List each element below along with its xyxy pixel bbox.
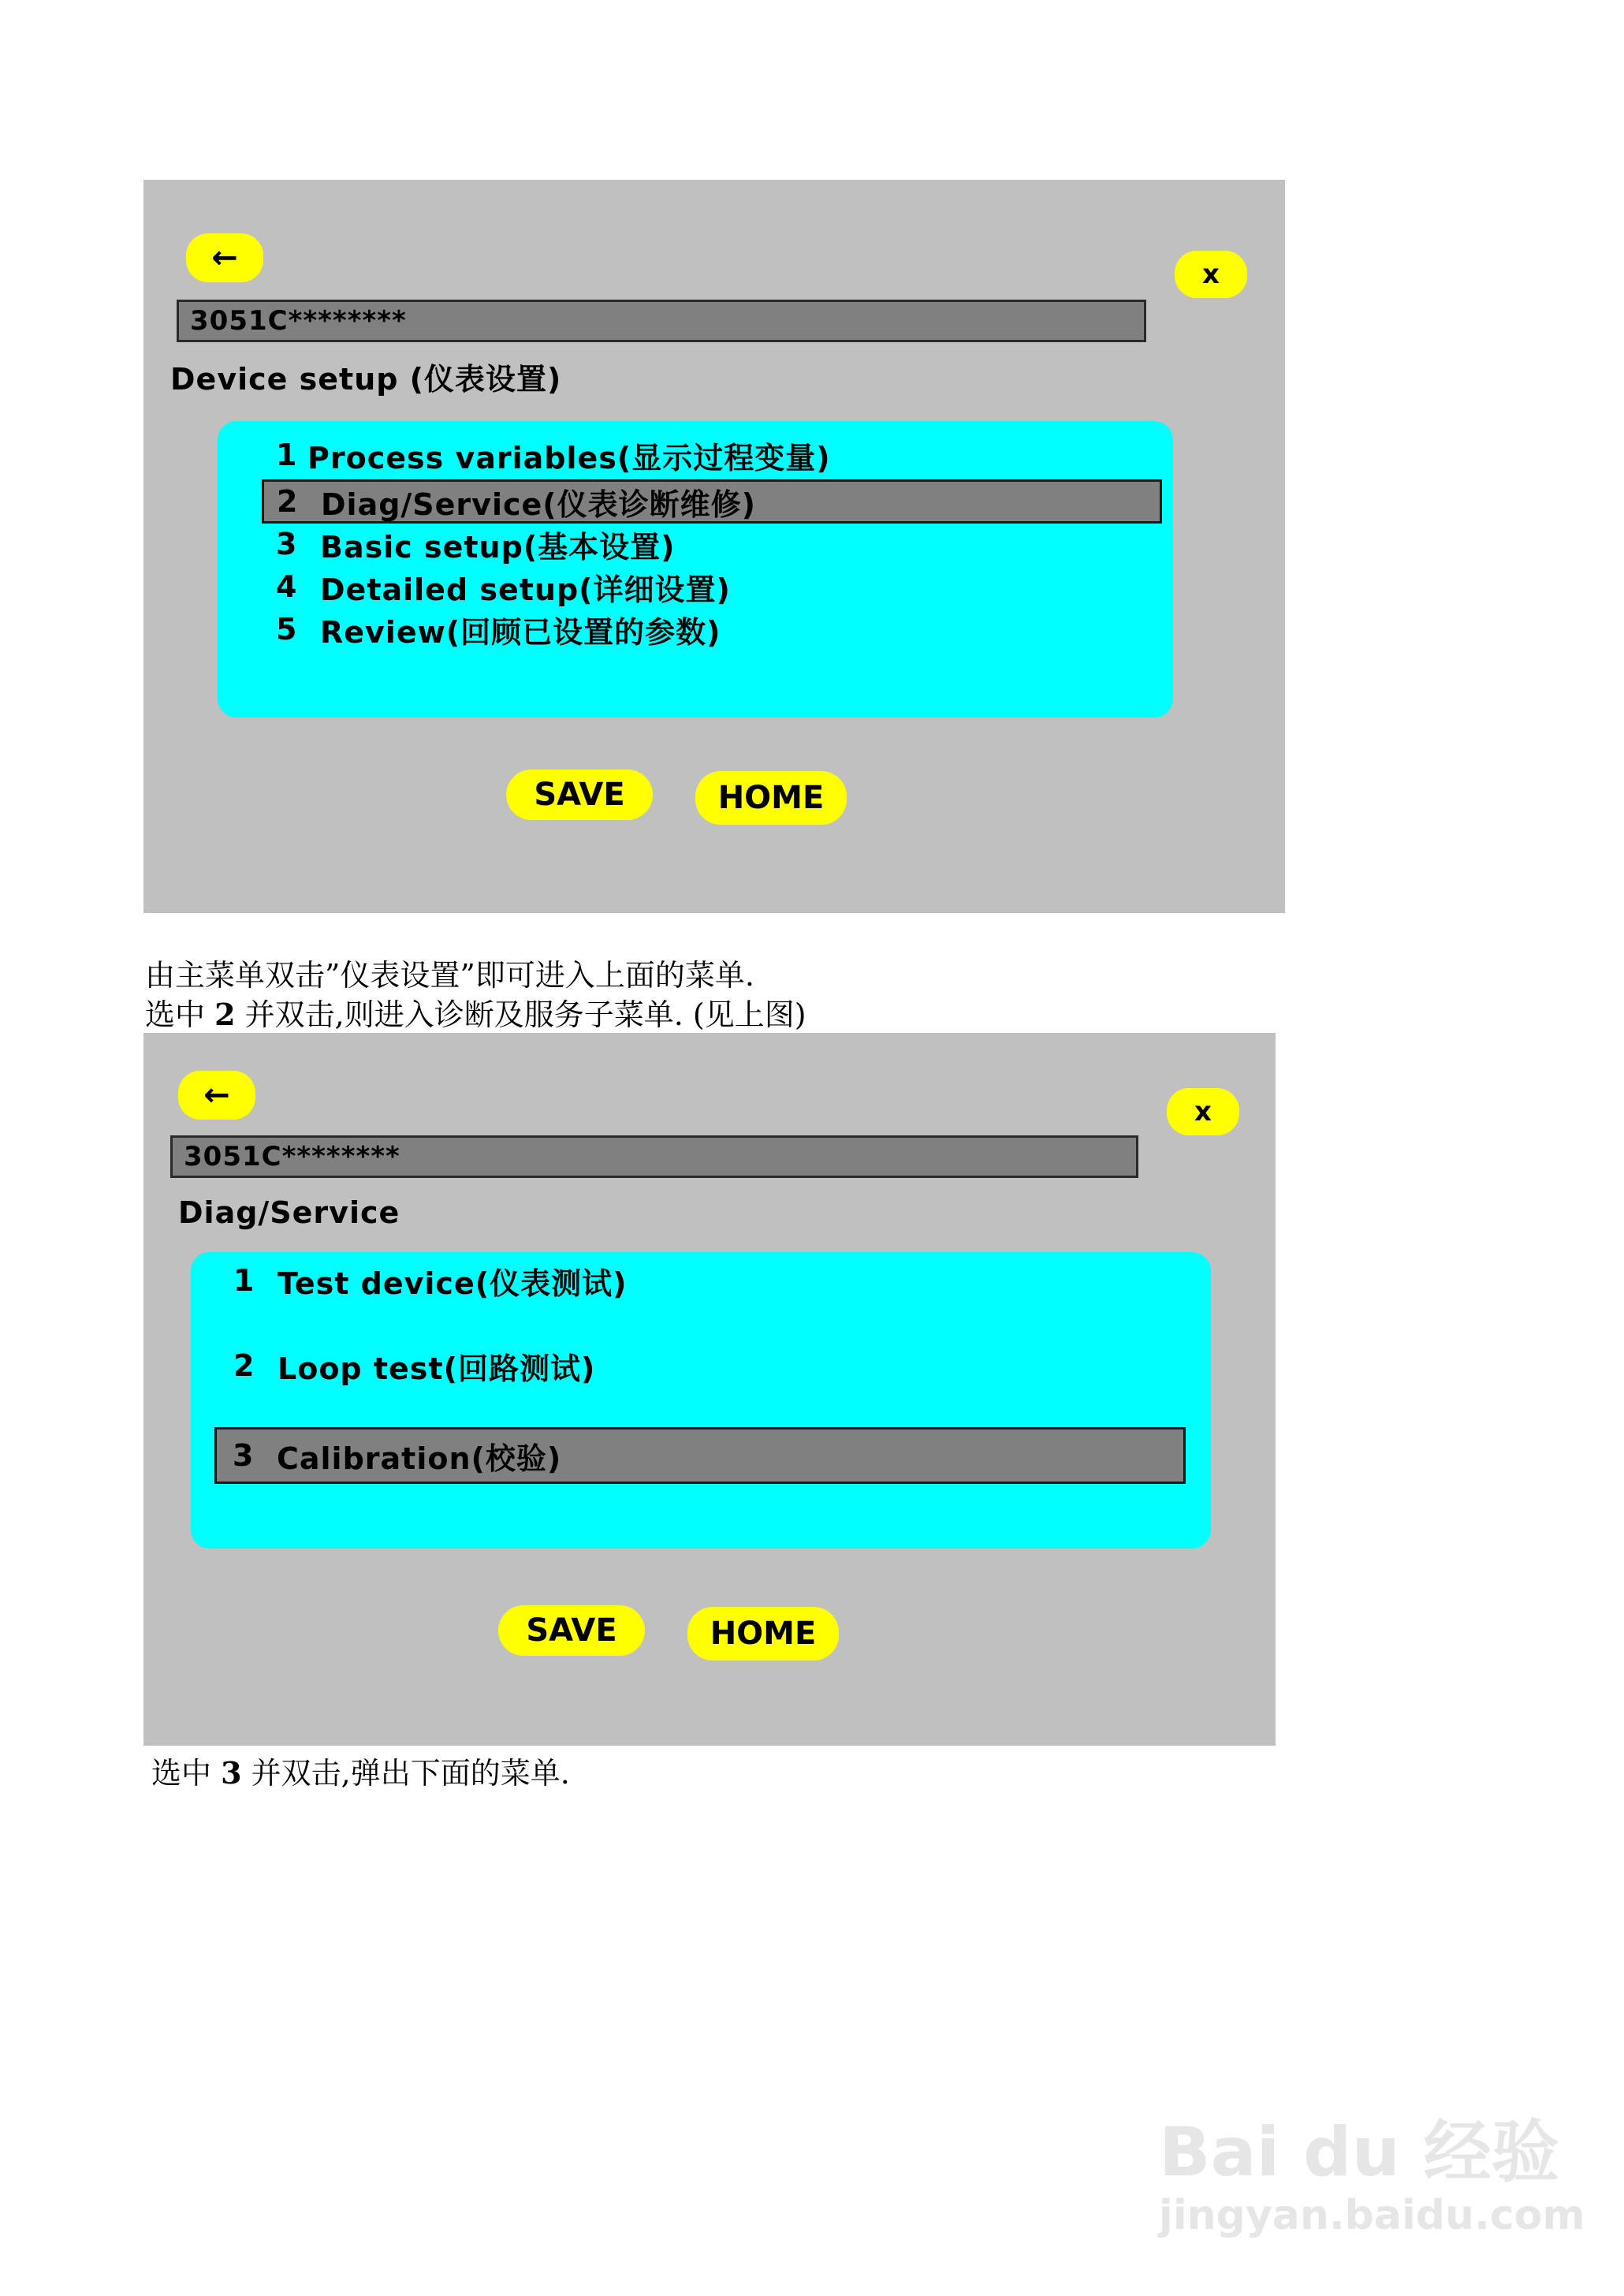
- menu-item-number: 2: [233, 1348, 255, 1383]
- menu-item-number: 3: [276, 527, 298, 561]
- device-setup-screen: [143, 180, 1285, 913]
- baidu-watermark-logo: Bai du 经验: [1159, 2113, 1559, 2192]
- page-title: Device setup (仪表设置): [170, 362, 562, 397]
- menu-item-number: 3: [233, 1438, 255, 1473]
- caption-text: 并双击,弹出下面的菜单.: [251, 1756, 570, 1791]
- menu-panel: [218, 421, 1173, 718]
- back-button[interactable]: [178, 1071, 255, 1120]
- diag-service-screen: [143, 1033, 1276, 1746]
- menu-item-process-variables[interactable]: [276, 435, 831, 475]
- menu-item-calibration[interactable]: [214, 1427, 1186, 1484]
- back-button[interactable]: [186, 233, 263, 282]
- menu-item-number: 4: [276, 569, 298, 604]
- save-button-label: SAVE: [526, 1612, 617, 1649]
- menu-item-test-device[interactable]: [233, 1258, 627, 1303]
- home-button-label: HOME: [710, 1616, 817, 1652]
- menu-item-label: Diag/Service(仪表诊断维修): [321, 486, 757, 522]
- caption-number: 2: [214, 997, 236, 1032]
- menu-item-number: 1: [276, 438, 298, 472]
- save-button[interactable]: [498, 1605, 645, 1656]
- close-icon: x: [1202, 259, 1220, 290]
- menu-item-diag-service[interactable]: [262, 479, 1162, 524]
- caption-line-2: [145, 990, 806, 1034]
- device-id: 3051C********: [190, 305, 407, 337]
- device-id-bar: [170, 1135, 1138, 1178]
- device-id-bar: [177, 300, 1146, 342]
- menu-item-label: Calibration(校验): [277, 1441, 562, 1476]
- page-title: Diag/Service: [178, 1195, 400, 1230]
- device-id: 3051C********: [184, 1141, 400, 1172]
- baidu-watermark-url: jingyan.baidu.com: [1159, 2192, 1585, 2239]
- close-icon: x: [1194, 1096, 1212, 1128]
- close-button[interactable]: [1175, 251, 1247, 298]
- caption-line-1: 由主菜单双击”仪表设置”即可进入上面的菜单.: [145, 958, 754, 993]
- back-arrow-icon: ←: [211, 240, 238, 276]
- menu-item-loop-test[interactable]: [233, 1344, 595, 1388]
- menu-item-label: Loop test(回路测试): [277, 1351, 596, 1386]
- save-button-label: SAVE: [534, 777, 625, 813]
- menu-panel: [191, 1252, 1211, 1549]
- save-button[interactable]: [506, 770, 653, 820]
- menu-item-detailed-setup[interactable]: [276, 565, 731, 609]
- caption-line-3: [151, 1749, 570, 1792]
- caption-number: 3: [221, 1755, 242, 1791]
- menu-item-number: 5: [276, 612, 298, 647]
- menu-item-label: Review(回顾已设置的参数): [320, 614, 721, 650]
- menu-item-label: Basic setup(基本设置): [320, 529, 676, 565]
- menu-item-number: 1: [233, 1263, 255, 1298]
- menu-item-basic-setup[interactable]: [276, 522, 676, 566]
- menu-item-label: Test device(仪表测试): [277, 1265, 628, 1301]
- caption-text: 选中: [151, 1756, 212, 1791]
- menu-item-label: Process variables(显示过程变量): [307, 440, 831, 475]
- menu-item-review[interactable]: [276, 607, 721, 651]
- caption-text: 选中: [145, 997, 206, 1032]
- caption-text: 并双击,则进入诊断及服务子菜单. (见上图): [244, 997, 806, 1032]
- menu-item-number: 2: [277, 484, 299, 519]
- back-arrow-icon: ←: [203, 1077, 230, 1113]
- home-button[interactable]: [687, 1607, 839, 1660]
- home-button-label: HOME: [717, 780, 825, 816]
- close-button[interactable]: [1167, 1088, 1239, 1135]
- menu-item-label: Detailed setup(详细设置): [320, 572, 731, 607]
- home-button[interactable]: [695, 771, 847, 825]
